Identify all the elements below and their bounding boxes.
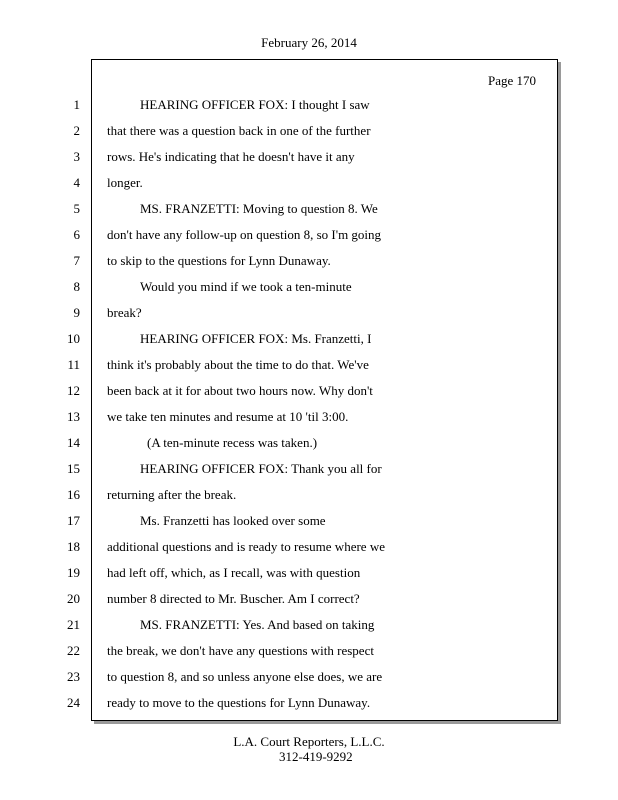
line-number: 15 xyxy=(67,461,80,476)
line-number: 16 xyxy=(67,487,80,502)
line-number: 7 xyxy=(73,253,80,268)
line-number: 12 xyxy=(67,383,80,398)
transcript-line: number 8 directed to Mr. Buscher. Am I correct? xyxy=(107,591,360,606)
transcript-line: Would you mind if we took a ten-minute xyxy=(140,279,352,294)
page-footer xyxy=(0,734,618,764)
transcript-line: to skip to the questions for Lynn Dunaway. xyxy=(107,253,331,268)
line-number: 5 xyxy=(73,201,80,216)
line-number: 3 xyxy=(73,149,80,164)
transcript-line: MS. FRANZETTI: Moving to question 8. We xyxy=(140,201,378,216)
transcript-line: had left off, which, as I recall, was with question xyxy=(107,565,361,580)
transcript-line: been back at it for about two hours now. Why don't xyxy=(107,383,373,398)
transcript-date: February 26, 2014 xyxy=(261,35,357,50)
transcript-line: HEARING OFFICER FOX: Ms. Franzetti, I xyxy=(140,331,372,346)
line-number: 8 xyxy=(73,279,80,294)
transcript-line: that there was a question back in one of the further xyxy=(107,123,371,138)
transcript-line: MS. FRANZETTI: Yes. And based on taking xyxy=(140,617,375,632)
transcript-line: (A ten-minute recess was taken.) xyxy=(147,435,318,450)
line-number: 18 xyxy=(67,539,80,554)
line-number: 19 xyxy=(67,565,80,580)
line-number: 11 xyxy=(67,357,80,372)
transcript-line: we take ten minutes and resume at 10 'til 3:00. xyxy=(107,409,349,424)
line-number: 2 xyxy=(73,123,80,138)
transcript-line: longer. xyxy=(107,175,143,190)
transcript-line: HEARING OFFICER FOX: I thought I saw xyxy=(140,97,370,112)
line-number: 24 xyxy=(67,695,80,710)
transcript-line: ready to move to the questions for Lynn Dunaway. xyxy=(107,695,371,710)
transcript-line: don't have any follow-up on question 8, so I'm going xyxy=(107,227,382,242)
line-number: 1 xyxy=(73,97,80,112)
line-number-column xyxy=(50,92,80,716)
transcript-line: returning after the break. xyxy=(107,487,237,502)
line-number: 17 xyxy=(67,513,80,528)
transcript-line: think it's probably about the time to do that. We've xyxy=(107,357,369,372)
transcript-line: Ms. Franzetti has looked over some xyxy=(140,513,326,528)
line-number: 14 xyxy=(67,435,80,450)
court-reporter-phone: 312-419-9292 xyxy=(279,749,353,764)
transcript-line: rows. He's indicating that he doesn't have it any xyxy=(107,149,355,164)
court-reporter-name: L.A. Court Reporters, L.L.C. xyxy=(233,734,385,749)
transcript-line: additional questions and is ready to resume where we xyxy=(107,539,385,554)
line-number: 23 xyxy=(67,669,80,684)
transcript-line: to question 8, and so unless anyone else does, we are xyxy=(107,669,383,684)
transcript-line: break? xyxy=(107,305,142,320)
line-number: 6 xyxy=(73,227,80,242)
transcript-body xyxy=(107,92,547,716)
line-number: 10 xyxy=(67,331,80,346)
line-number: 9 xyxy=(73,305,80,320)
line-number: 4 xyxy=(73,175,80,190)
page-number: Page 170 xyxy=(487,73,536,88)
line-number: 21 xyxy=(67,617,80,632)
line-number: 22 xyxy=(67,643,80,658)
line-number: 20 xyxy=(67,591,80,606)
line-number: 13 xyxy=(67,409,80,424)
transcript-line: HEARING OFFICER FOX: Thank you all for xyxy=(140,461,382,476)
transcript-line: the break, we don't have any questions with respect xyxy=(107,643,374,658)
